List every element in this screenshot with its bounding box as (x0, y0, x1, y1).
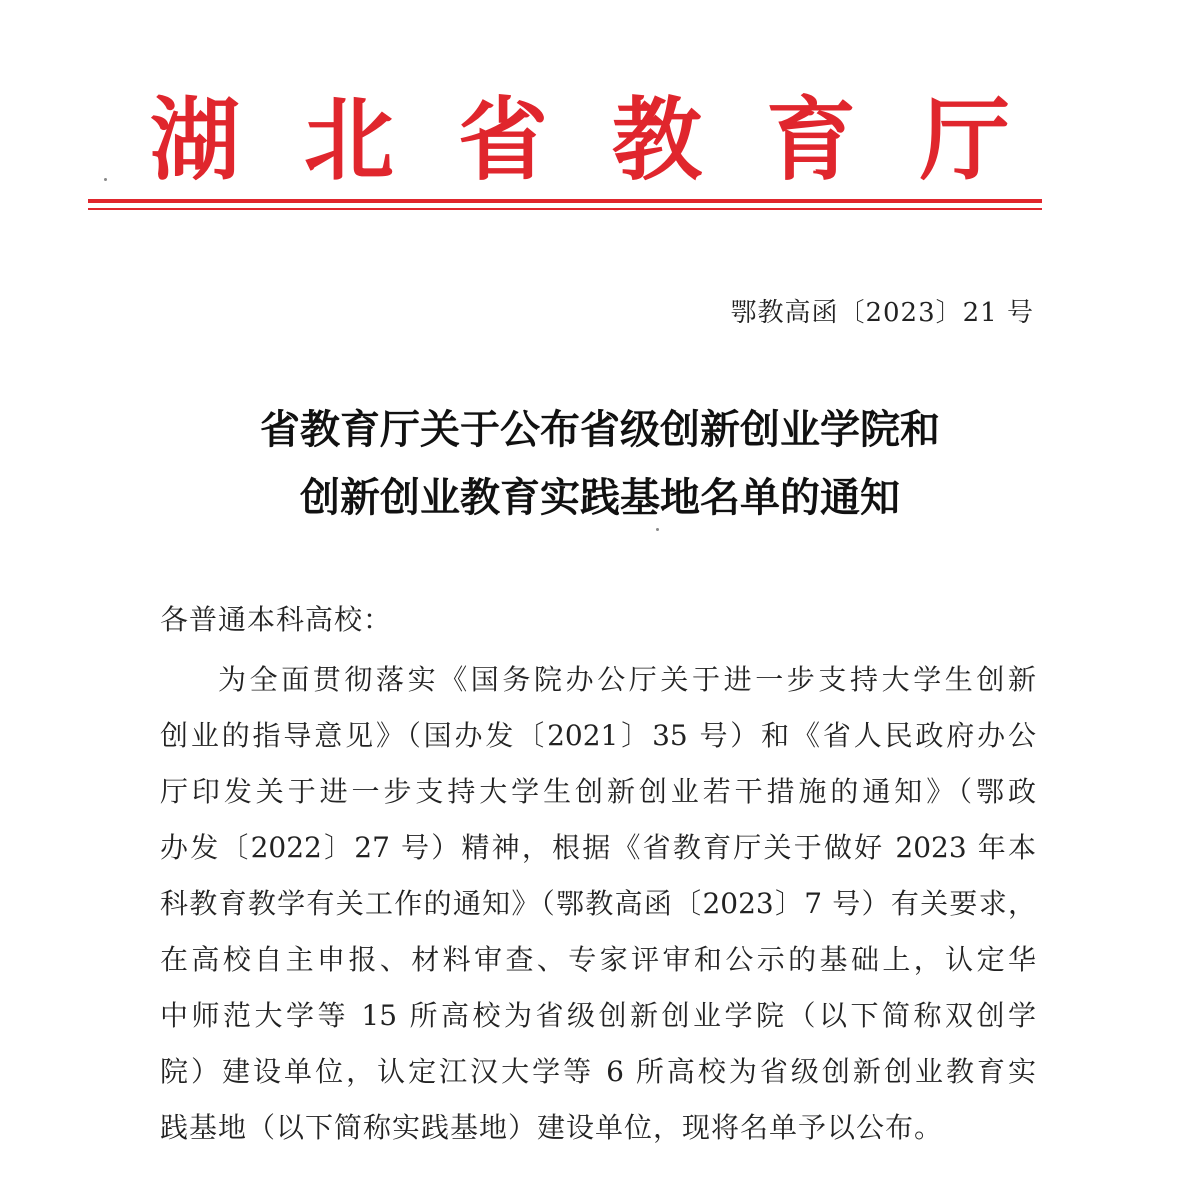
scan-speck (656, 528, 659, 531)
scan-speck (104, 178, 107, 181)
masthead-rule-thin (88, 208, 1042, 210)
body-line: 办发〔2022〕27 号）精神，根据《省教育厅关于做好 2023 年本 (160, 831, 1036, 864)
masthead-char: 省 (458, 88, 548, 193)
masthead-char: 教 (612, 88, 702, 193)
document-title-line-2: 创新创业教育实践基地名单的通知 (300, 475, 900, 521)
body-line: 院）建设单位，认定江汉大学等 6 所高校为省级创新创业教育实 (160, 1055, 1036, 1088)
body-line: 中师范大学等 15 所高校为省级创新创业学院（以下简称双创学 (160, 999, 1036, 1032)
body-line: 为全面贯彻落实《国务院办公厅关于进一步支持大学生创新 (218, 663, 1036, 696)
document-number: 鄂教高函〔2023〕21 号 (730, 298, 1034, 328)
masthead (150, 86, 1010, 196)
salutation: 各普通本科高校： (160, 603, 393, 636)
body-line: 创业的指导意见》（国办发〔2021〕35 号）和《省人民政府办公 (160, 719, 1036, 752)
masthead-char: 厅 (920, 88, 1010, 193)
masthead-char: 湖 (150, 88, 240, 193)
body-line: 践基地（以下简称实践基地）建设单位，现将名单予以公布。 (160, 1111, 944, 1144)
masthead-char: 育 (766, 88, 856, 193)
masthead-rule-thick (88, 199, 1042, 203)
body-line: 厅印发关于进一步支持大学生创新创业若干措施的通知》（鄂政 (160, 775, 1036, 808)
body-line: 在高校自主申报、材料审查、专家评审和公示的基础上，认定华 (160, 943, 1036, 976)
document-title-line-1: 省教育厅关于公布省级创新创业学院和 (260, 407, 940, 453)
body-line: 科教育教学有关工作的通知》（鄂教高函〔2023〕7 号）有关要求， (160, 887, 1036, 920)
masthead-char: 北 (304, 88, 394, 193)
